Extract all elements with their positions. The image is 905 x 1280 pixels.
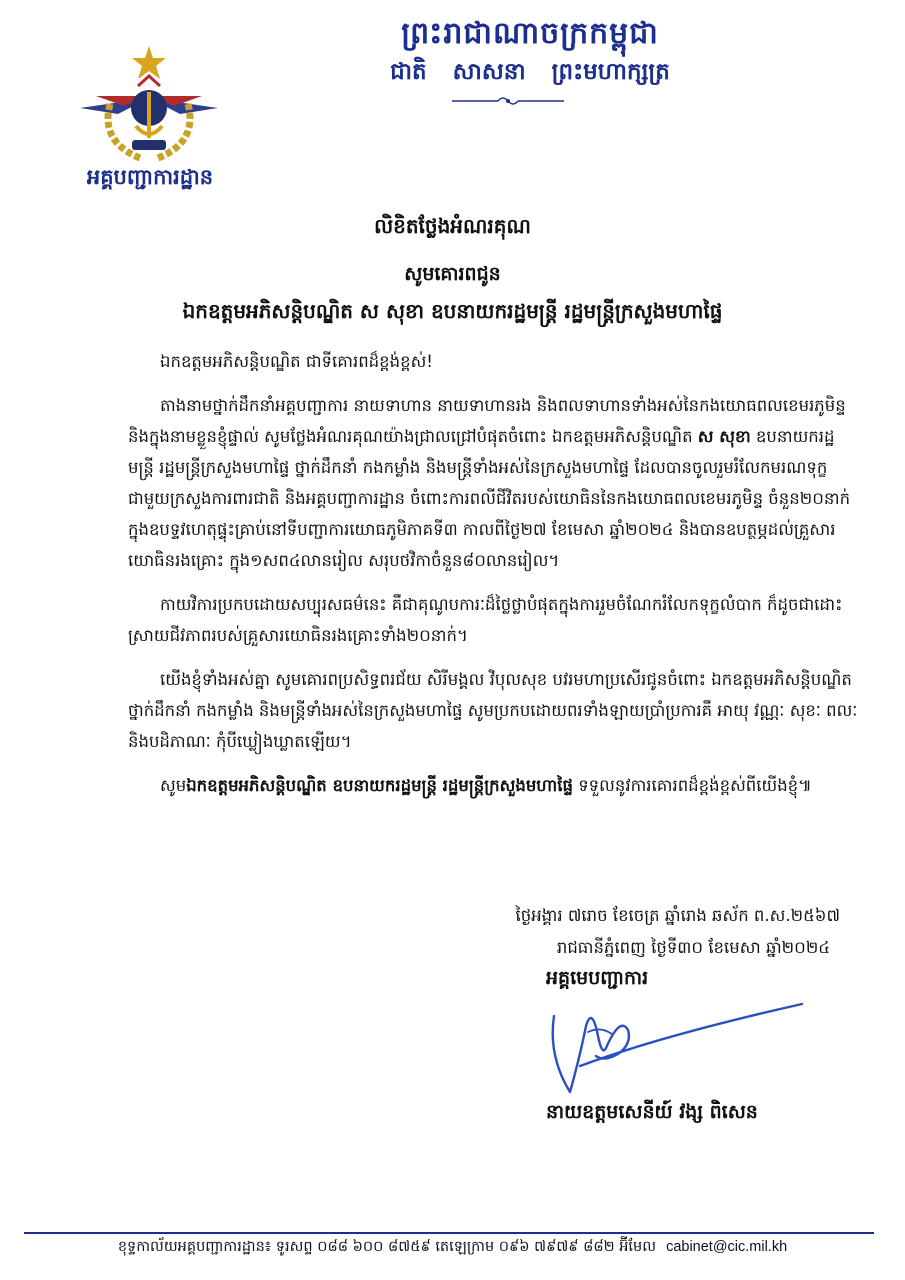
paragraph-4 <box>128 770 860 801</box>
solar-date: រាជធានីភ្នំពេញ ថ្ងៃទី៣០ ខែមេសា ឆ្នាំ២០២៤ <box>556 938 830 957</box>
footer-contact-info: ខុទ្ទកាល័យអគ្គបញ្ជាការដ្ឋាន៖ ទូរសព្ទ ០៨៨ ៦០០ ៨៧៥៩ តេឡេក្រាម ០៩៦ ៧៩៧៩ ៨៨២ អ៊ីមែល <box>117 1239 657 1255</box>
kingdom-title: ព្រះរាជាណាចក្រកម្ពុជា <box>401 16 659 51</box>
signer-name: នាយឧត្តមសេនីយ៍ វង្ស ពិសេន <box>546 1101 758 1123</box>
ornament-divider <box>448 94 568 108</box>
lunar-date: ថ្ងៃអង្គារ ៧រោច ខែចេត្រ ឆ្នាំរោង ឆស័ក ព.ស.២៥៦៧ <box>515 906 840 925</box>
salutation: ឯកឧត្តមអភិសន្តិបណ្ឌិត ជាទីគោរពដ៏ខ្ពង់ខ្ពស់! <box>160 352 433 371</box>
paragraph-2: កាយវិការប្រកបដោយសប្បុរសធម៌នេះ គឺជាគុណូបការៈដ៏ថ្លៃថ្លាបំផុតក្នុងការរួមចំណែករំលែកទុក្ខលំបាក ក៏ដូចជាដោះស្រាយជីវភាពរបស់គ្រួសារយោធិនរងគ្រោះទាំង២០នាក់។ <box>128 595 843 645</box>
paragraph-4-part-b: ទទួលនូវការគោរពដ៏ខ្ពង់ខ្ពស់ពីយើងខ្ញុំ៕ <box>572 776 812 795</box>
letter-body <box>128 346 860 814</box>
footer-contact <box>0 1238 905 1259</box>
paragraph-1-part-a: តាងនាមថ្នាក់ដឹកនាំអគ្គបញ្ជាការ នាយទាហាន នាយទាហានរង និងពលទាហានទាំងអស់នៃកងយោធពលខេមរភូមិន្ទ និងក្នុងនាមខ្លួនខ្ញុំផ្ទាល់ សូមថ្លែងអំណរគុណយ៉ាងជ្រាលជ្រៅបំផុតចំពោះ ឯកឧត្តមអភិសន្តិបណ្ឌិត <box>128 396 846 446</box>
respect-line: សូមគោរពជូន <box>404 263 501 285</box>
minister-name: ស សុខា <box>697 427 751 446</box>
handwritten-signature <box>540 996 810 1104</box>
paragraph-3: យើងខ្ញុំទាំងអស់គ្នា សូមគោរពប្រសិទ្ធពរជ័យ សិរីមង្គល វិបុលសុខ បវរមហាប្រសើរជូនចំពោះ ឯកឧត្តមអភិសន្តិបណ្ឌិត ថ្នាក់ដឹកនាំ កងកម្លាំង និងមន្ត្រីទាំងអស់នៃក្រសួងមហាផ្ទៃ សូមប្រកបដោយពរទាំងឡាយប្រាំប្រការគឺ អាយុ វណ្ណៈ សុខៈ ពលៈ និងបដិភាណៈ កុំបីឃ្លៀងឃ្លាតឡើយ។ <box>128 670 858 751</box>
national-motto: ជាតិ សាសនា ព្រះមហាក្សត្រ <box>390 58 670 85</box>
letter-title: លិខិតថ្លែងអំណរគុណ <box>374 214 531 238</box>
paragraph-4-part-a: សូម <box>160 776 187 795</box>
footer-divider <box>24 1232 874 1234</box>
department-name: អគ្គបញ្ជាការដ្ឋាន <box>86 164 214 189</box>
recipient-line: ឯកឧត្តមអភិសន្តិបណ្ឌិត ស សុខា ឧបនាយករដ្ឋមន្ត្រី រដ្ឋមន្ត្រីក្រសួងមហាផ្ទៃ <box>182 299 723 323</box>
paragraph-4-bold: ឯកឧត្តមអភិសន្តិបណ្ឌិត ឧបនាយករដ្ឋមន្ត្រី រដ្ឋមន្ត្រីក្រសួងមហាផ្ទៃ <box>186 776 573 795</box>
footer-email: cabinet@cic.mil.kh <box>666 1239 788 1255</box>
paragraph-1 <box>128 390 860 576</box>
signer-title: អគ្គមេបញ្ជាការ <box>546 967 649 989</box>
military-emblem-logo <box>78 46 220 166</box>
paragraph-1-part-b: ឧបនាយករដ្ឋមន្ត្រី រដ្ឋមន្ត្រីក្រសួងមហាផ្ទៃ ថ្នាក់ដឹកនាំ កងកម្លាំង និងមន្ត្រីទាំងអស់នៃក្រសួងមហាផ្ទៃ ដែលបានចូលរួមរំលែកមរណទុក្ខជាមួយក្រសួងការពារជាតិ និងអគ្គបញ្ជាការដ្ឋាន ចំពោះការពលីជីវិតរបស់យោធិននៃកងយោធពលខេមរភូមិន្ទ ចំនួន២០នាក់ ក្នុងឧបទ្ទវហេតុផ្ទុះគ្រាប់នៅទីបញ្ជាការយោធភូមិភាគទី៣ កាលពីថ្ងៃ២៧ ខែមេសា ឆ្នាំ២០២៤ និងបានឧបត្ថម្ភដល់គ្រួសារយោធិនរងគ្រោះ ក្នុង១សព៤លានរៀល សរុបថវិកាចំនួន៨០លានរៀល។ <box>128 427 851 570</box>
